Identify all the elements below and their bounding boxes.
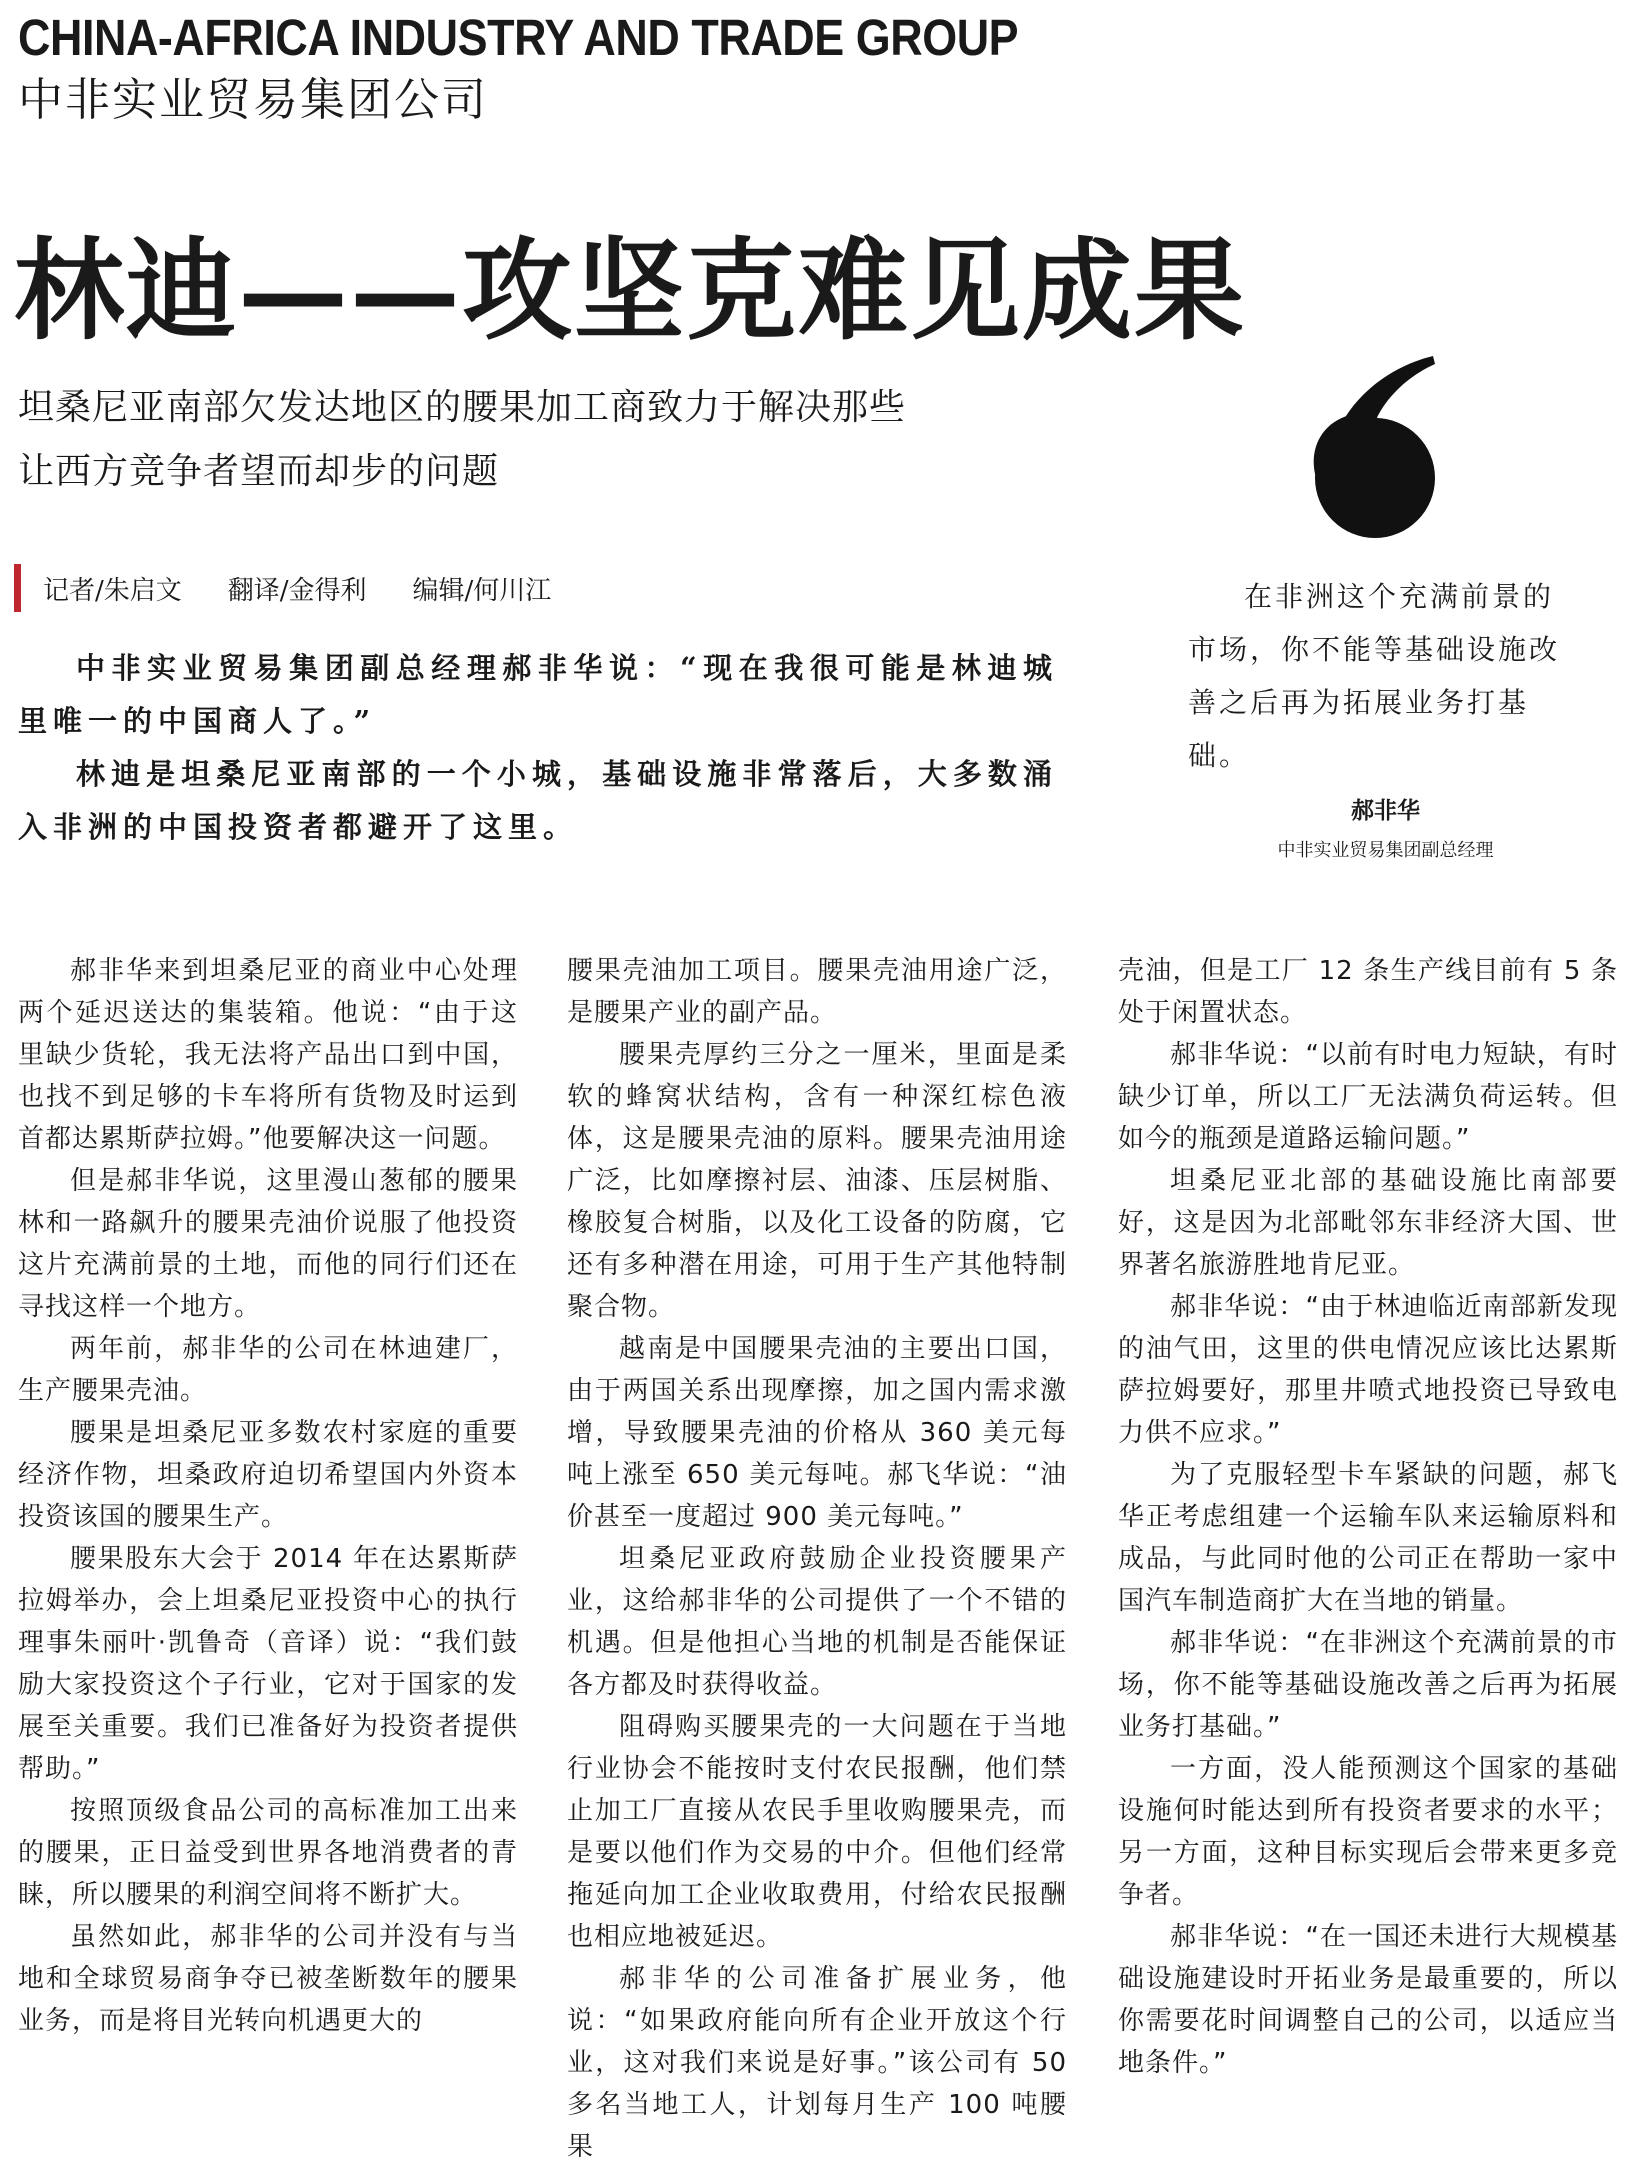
body-paragraph: 为了克服轻型卡车紧缺的问题，郝飞华正考虑组建一个运输车队来运输原料和成品，与此同时他的公司正在帮助一家中国汽车制造商扩大在当地的销量。 [1118,1460,1618,1616]
pull-quote-attribution-title: 中非实业贸易集团副总经理 [1277,840,1494,861]
body-paragraph: 郝非华说：“以前有时电力短缺，有时缺少订单，所以工厂无法满负荷运转。但如今的瓶颈是道路运输问题。” [1118,1040,1618,1154]
byline-editor: 编辑/何川江 [412,575,552,606]
body-paragraph: 腰果壳厚约三分之一厘米，里面是柔软的蜂窝状结构，含有一种深红棕色液体，这是腰果壳油的原料。腰果壳油用途广泛，比如摩擦衬层、油漆、压层树脂、橡胶复合树脂，以及化工设备的防腐，它还有多种潜在用途，可用于生产其他特制聚合物。 [567,1040,1067,1322]
body-paragraph: 郝非华说：“由于林迪临近南部新发现的油气田，这里的供电情况应该比达累斯萨拉姆要好，那里井喷式地投资已导致电力供不应求。” [1118,1292,1618,1448]
body-paragraph: 虽然如此，郝非华的公司并没有与当地和全球贸易商争夺已被垄断数年的腰果业务，而是将目光转向机遇更大的 [18,1922,518,2036]
company-name-english: CHINA-AFRICA INDUSTRY AND TRADE GROUP [18,9,1019,66]
lead-paragraph: 中非实业贸易集团副总经理郝非华说：“现在我很可能是林迪城里唯一的中国商人了。” [18,651,1058,738]
article-subtitle [18,376,1118,504]
subtitle-line-2: 让西方竞争者望而却步的问题 [18,451,500,492]
byline-translator: 翻译/金得利 [227,575,367,606]
body-column-2 [567,950,1067,2162]
body-paragraph: 越南是中国腰果壳油的主要出口国，由于两国关系出现摩擦，加之国内需求激增，导致腰果壳油的价格从 360 美元每吨上涨至 650 美元每吨。郝飞华说：“油价甚至一度超过 900 美元每吨。” [567,1334,1067,1532]
byline-reporter: 记者/朱启文 [43,575,182,606]
quotation-mark-icon [1305,350,1445,550]
pull-quote [1188,570,1583,782]
body-paragraph: 但是郝非华说，这里漫山葱郁的腰果林和一路飙升的腰果壳油价说服了他投资这片充满前景的土地，而他的同行们还在寻找这样一个地方。 [18,1166,518,1322]
body-paragraph: 腰果是坦桑尼亚多数农村家庭的重要经济作物，坦桑政府迫切希望国内外资本投资该国的腰果生产。 [18,1418,518,1532]
body-paragraph: 壳油，但是工厂 12 条生产线目前有 5 条处于闲置状态。 [1118,956,1618,1028]
body-paragraph: 一方面，没人能预测这个国家的基础设施何时能达到所有投资者要求的水平；另一方面，这种目标实现后会带来更多竞争者。 [1118,1754,1618,1910]
article-headline: 林迪——攻坚克难见成果 [14,226,1246,355]
byline [14,562,597,614]
body-paragraph: 坦桑尼亚北部的基础设施比南部要好，这是因为北部毗邻东非经济大国、世界著名旅游胜地肯尼亚。 [1118,1166,1618,1280]
body-paragraph: 郝非华说：“在非洲这个充满前景的市场，你不能等基础设施改善之后再为拓展业务打基础。” [1118,1628,1618,1742]
body-paragraph: 按照顶级食品公司的高标准加工出来的腰果，正日益受到世界各地消费者的青睐，所以腰果的利润空间将不断扩大。 [18,1796,518,1910]
lead-paragraph: 林迪是坦桑尼亚南部的一个小城，基础设施非常落后，大多数涌入非洲的中国投资者都避开了这里。 [18,757,1058,844]
body-paragraph: 坦桑尼亚政府鼓励企业投资腰果产业，这给郝非华的公司提供了一个不错的机遇。但是他担心当地的机制是否能保证各方都及时获得收益。 [567,1544,1067,1700]
lead-paragraphs [18,642,1058,854]
subtitle-line-1: 坦桑尼亚南部欠发达地区的腰果加工商致力于解决那些 [18,387,907,428]
body-paragraph: 郝非华说：“在一国还未进行大规模基础设施建设时开拓业务是最重要的，所以你需要花时间调整自己的公司，以适应当地条件。” [1118,1922,1618,2078]
body-paragraph: 郝非华来到坦桑尼亚的商业中心处理两个延迟送达的集装箱。他说：“由于这里缺少货轮，我无法将产品出口到中国，也找不到足够的卡车将所有货物及时运到首都达累斯萨拉姆。”他要解决这一问题。 [18,956,518,1154]
body-paragraph: 腰果股东大会于 2014 年在达累斯萨拉姆举办，会上坦桑尼亚投资中心的执行理事朱丽叶·凯鲁奇（音译）说：“我们鼓励大家投资这个子行业，它对于国家的发展至关重要。我们已准备好为投资者提供帮助。” [18,1544,518,1784]
body-column-1 [18,950,518,2140]
body-paragraph: 腰果壳油加工项目。腰果壳油用途广泛，是腰果产业的副产品。 [567,956,1067,1028]
body-column-3 [1118,950,1618,2140]
pull-quote-text: 在非洲这个充满前景的市场，你不能等基础设施改善之后再为拓展业务打基础。 [1188,580,1561,772]
company-name-chinese: 中非实业贸易集团公司 [18,73,489,126]
body-paragraph: 阻碍购买腰果壳的一大问题在于当地行业协会不能按时支付农民报酬，他们禁止加工厂直接从农民手里收购腰果壳，而是要以他们作为交易的中介。但他们经常拖延向加工企业收取费用，付给农民报酬也相应地被延迟。 [567,1712,1067,1952]
byline-accent-bar [14,564,21,612]
pull-quote-attribution-name: 郝非华 [1351,798,1420,824]
body-paragraph: 两年前，郝非华的公司在林迪建厂，生产腰果壳油。 [18,1334,518,1406]
body-paragraph: 郝非华的公司准备扩展业务，他说：“如果政府能向所有企业开放这个行业，这对我们来说是好事。”该公司有 50 多名当地工人，计划每月生产 100 吨腰果 [567,1964,1067,2162]
